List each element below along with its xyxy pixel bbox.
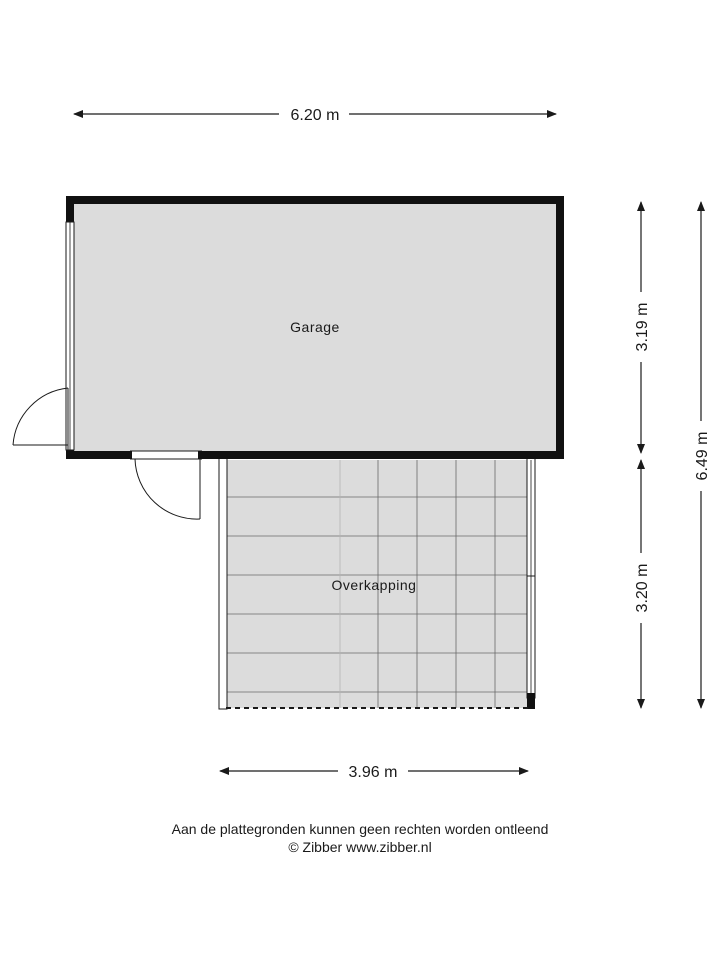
dimension-right-upper <box>634 202 651 453</box>
bottom-door <box>126 451 204 519</box>
dimension-right-total <box>694 202 711 708</box>
dimension-bottom-width <box>220 764 528 781</box>
overkapping-corner-post <box>527 693 535 709</box>
overkapping-left-wall <box>219 458 227 709</box>
overkapping-label: Overkapping <box>331 577 417 593</box>
dimension-right-lower <box>634 460 651 708</box>
dimension-right-lower-label: 3.20 m <box>634 563 651 613</box>
dimension-top-width <box>74 107 556 124</box>
left-door <box>13 388 68 450</box>
copyright-text: © Zibber www.zibber.nl <box>288 839 432 855</box>
dimension-bottom-width-label: 3.96 m <box>348 764 398 781</box>
dimension-top-width-label: 6.20 m <box>290 107 340 124</box>
dimension-right-total-label: 6.49 m <box>694 431 711 481</box>
garage-label: Garage <box>290 319 340 335</box>
disclaimer-text: Aan de plattegronden kunnen geen rechten worden ontleend <box>171 821 549 837</box>
dimension-right-upper-label: 3.19 m <box>634 302 651 352</box>
